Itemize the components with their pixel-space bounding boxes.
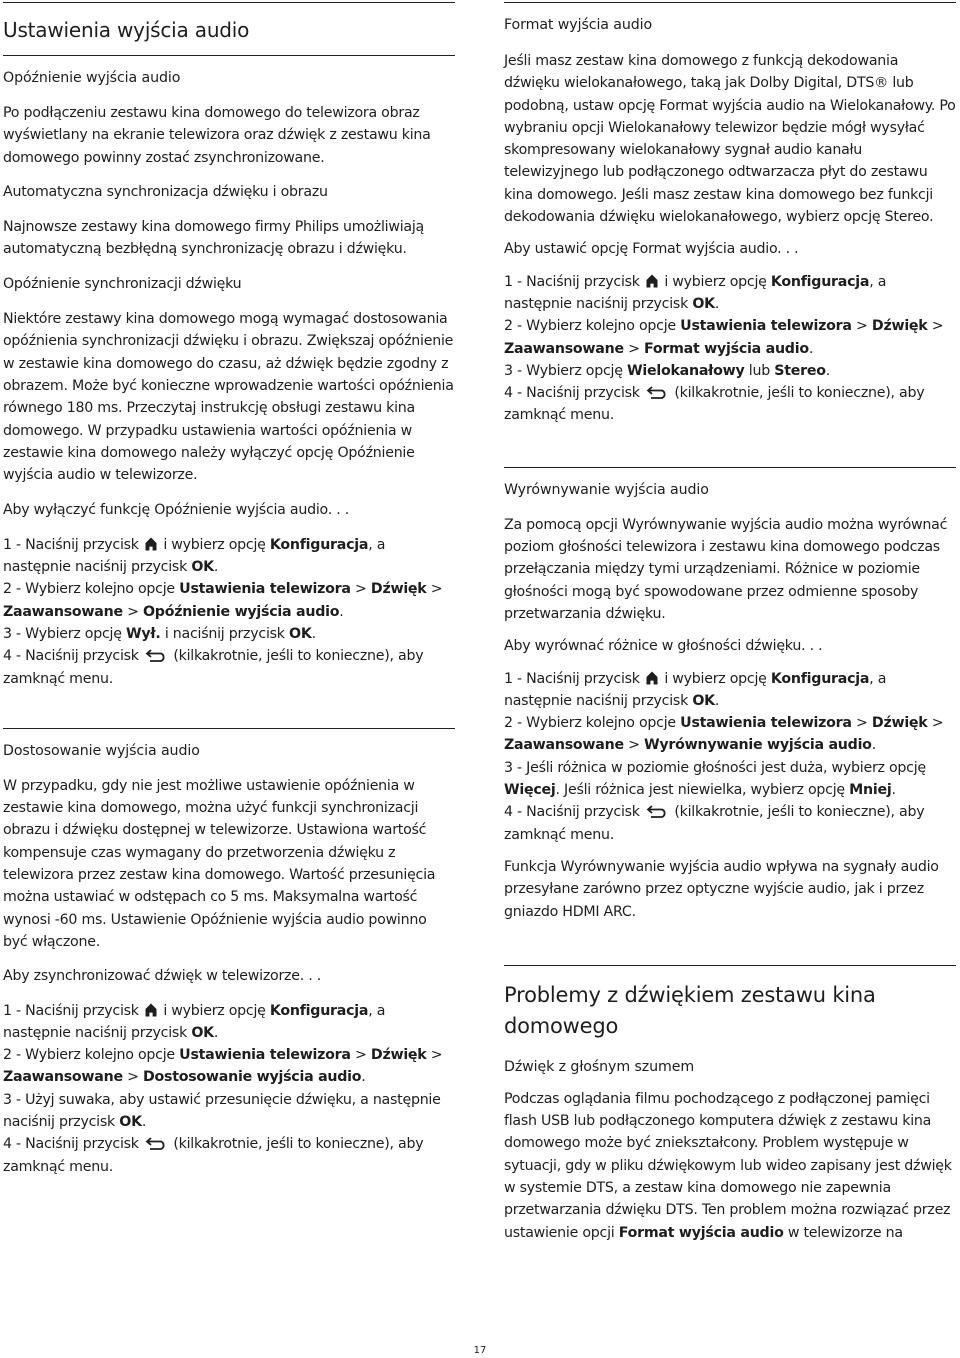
back-icon bbox=[646, 804, 668, 818]
step-3: 3 - Jeśli różnica w poziomie głośności jest duża, wybierz opcję Więcej. Jeśli różnica jest niewielka, wybierz opcję Mniej. bbox=[504, 759, 926, 799]
step-2: 2 - Wybierz kolejno opcje Ustawienia telewizora > Dźwięk > Zaawansowane > Dostosowanie wyjścia audio. bbox=[3, 1047, 443, 1086]
step-4: 4 - Naciśnij przycisk (kilkakrotnie, jeśli to konieczne), aby zamknąć menu. bbox=[3, 1136, 424, 1175]
step-4: 4 - Naciśnij przycisk (kilkakrotnie, jeśli to konieczne), aby zamknąć menu. bbox=[504, 385, 925, 424]
section-rule bbox=[3, 55, 455, 56]
home-icon bbox=[646, 274, 658, 288]
paragraph: Jeśli masz zestaw kina domowego z funkcją dekodowania dźwięku wielokanałowego, taką jak Dolby Digital, DTS® lub podobną, ustaw opcję Format wyjścia audio na Wielokanałowy. Po wybraniu opcji Wielokanałowy telewizor będzie mógł wysyłać skompresowany wielokanałowy sygnał audio kanału telewizyjnego lub podłączonego odtwarzacza płyt do zestawu kina domowego. Jeśli masz zestaw kina domowego bez funkcji dekodowania dźwięku wielokanałowego, wybierz opcję Stereo. bbox=[504, 53, 956, 226]
paragraph: Funkcja Wyrównywanie wyjścia audio wpływa na sygnały audio przesyłane zarówno przez optyczne wyjście audio, jak i przez gniazdo HDMI ARC. bbox=[504, 858, 939, 920]
home-icon bbox=[145, 1003, 157, 1017]
paragraph: Niektóre zestawy kina domowego mogą wymagać dostosowania opóźnienia synchronizacji dźwięku i obrazu. Zwiększaj opóźnienie w zestawie kina domowego do czasu, aż dźwięk będzie zgodny z obrazem. Może być konieczne wprowadzenie wartości opóźnienia równego 180 ms. Przeczytaj instrukcję obsługi zestawu kina domowego. W przypadku ustawienia wartości opóźnienia w zestawie kina domowego należy wyłączyć opcję Opóźnienie wyjścia audio w telewizorze. bbox=[3, 311, 454, 484]
paragraph: Za pomocą opcji Wyrównywanie wyjścia audio można wyrównać poziom głośności telewizora i zestawu kina domowego podczas przełączania między tymi urządzeniami. Różnice w poziomie głośności mogą być spowodowane przez odmienne sposoby przetwarzania dźwięku. bbox=[504, 516, 948, 622]
section-title-problems: Problemy z dźwiękiem zestawu kina domowego bbox=[504, 982, 876, 1038]
step-1: 1 - Naciśnij przycisk i wybierz opcję Konfiguracja, a następnie naciśnij przycisk OK. bbox=[504, 670, 887, 709]
step-1: 1 - Naciśnij przycisk i wybierz opcję Konfiguracja, a następnie naciśnij przycisk OK. bbox=[504, 273, 887, 312]
step-3: 3 - Wybierz opcję Wielokanałowy lub Stereo. bbox=[504, 362, 831, 379]
inline-heading-auto-sync: Automatyczna synchronizacja dźwięku i obrazu bbox=[3, 183, 328, 200]
steps-list bbox=[504, 271, 956, 427]
section-title: Ustawienia wyjścia audio bbox=[3, 18, 250, 42]
inline-heading-sync-delay: Opóźnienie synchronizacji dźwięku bbox=[3, 275, 242, 292]
paragraph-intro-steps: Aby zsynchronizować dźwięk w telewizorze. . . bbox=[3, 968, 322, 985]
paragraph: W przypadku, gdy nie jest możliwe ustawienie opóźnienia w zestawie kina domowego, można użyć funkcji synchronizacji obrazu i dźwięku dostępnej w telewizorze. Ustawiona wartość kompensuje czas wymagany do przetworzenia dźwięku z telewizora przez zestaw kina domowego. Wartość przesunięcia można ustawiać w odstępach co 5 ms. Maksymalna wartość wynosi -60 ms. Ustawienie Opóźnienie wyjścia audio powinno być włączone. bbox=[3, 777, 436, 950]
paragraph: Podczas oglądania filmu pochodzącego z podłączonej pamięci flash USB lub podłączonego komputera dźwięk z zestawu kina domowego może być zniekształcony. Problem występuje w sytuacji, gdy w pliku dźwiękowym lub wideo zapisany jest dźwięk w systemie DTS, a zestaw kina domowego nie zapewnia przetwarzania dźwięku DTS. Ten problem można rozwiązać przez ustawienie opcji Format wyjścia audio w telewizorze na bbox=[504, 1090, 952, 1241]
step-2: 2 - Wybierz kolejno opcje Ustawienia telewizora > Dźwięk > Zaawansowane > Format wyjścia audio. bbox=[504, 318, 944, 357]
top-rule-left bbox=[3, 2, 455, 3]
step-1: 1 - Naciśnij przycisk i wybierz opcję Konfiguracja, a następnie naciśnij przycisk OK. bbox=[3, 1002, 386, 1041]
section-rule bbox=[504, 965, 956, 966]
step-1: 1 - Naciśnij przycisk i wybierz opcję Konfiguracja, a następnie naciśnij przycisk OK. bbox=[3, 536, 386, 576]
subsection-heading-format: Format wyjścia audio bbox=[504, 17, 653, 33]
subsection-heading-opoznienie: Opóźnienie wyjścia audio bbox=[3, 70, 181, 86]
paragraph: Najnowsze zestawy kina domowego firmy Philips umożliwiają automatyczną bezbłędną synchronizację obrazu i dźwięku. bbox=[3, 219, 424, 258]
steps-list bbox=[504, 668, 956, 846]
top-rule-right bbox=[504, 2, 956, 3]
paragraph-intro-steps: Aby wyrównać różnice w głośności dźwięku. . . bbox=[504, 638, 823, 655]
subsection-heading-dostosowanie: Dostosowanie wyjścia audio bbox=[3, 742, 200, 759]
subsection-heading-noise: Dźwięk z głośnym szumem bbox=[504, 1058, 695, 1075]
step-4: 4 - Naciśnij przycisk (kilkakrotnie, jeśli to konieczne), aby zamknąć menu. bbox=[504, 804, 925, 843]
steps-list bbox=[3, 534, 455, 690]
paragraph-intro-steps: Aby ustawić opcję Format wyjścia audio. . . bbox=[504, 241, 799, 258]
home-icon bbox=[646, 671, 658, 685]
left-column bbox=[3, 0, 455, 1178]
step-3: 3 - Wybierz opcję Wył. i naciśnij przycisk OK. bbox=[3, 625, 316, 642]
paragraph: Po podłączeniu zestawu kina domowego do telewizora obraz wyświetlany na ekranie telewizora oraz dźwięk z zestawu kina domowego powinny zostać zsynchronizowane. bbox=[3, 105, 431, 166]
section-rule bbox=[504, 467, 956, 468]
step-2: 2 - Wybierz kolejno opcje Ustawienia telewizora > Dźwięk > Zaawansowane > Opóźnienie wyjścia audio. bbox=[3, 581, 443, 620]
step-3: 3 - Użyj suwaka, aby ustawić przesunięcie dźwięku, a następnie naciśnij przycisk OK. bbox=[3, 1091, 441, 1130]
back-icon bbox=[145, 1136, 167, 1150]
home-icon bbox=[145, 537, 157, 551]
right-column bbox=[504, 0, 956, 1244]
subsection-heading-wyrownywanie: Wyrównywanie wyjścia audio bbox=[504, 481, 709, 498]
section-rule bbox=[3, 728, 455, 729]
steps-list bbox=[3, 1000, 455, 1178]
page-number: 17 bbox=[473, 1345, 487, 1356]
step-4: 4 - Naciśnij przycisk (kilkakrotnie, jeśli to konieczne), aby zamknąć menu. bbox=[3, 648, 424, 687]
back-icon bbox=[646, 385, 668, 399]
back-icon bbox=[145, 648, 167, 662]
paragraph-intro-steps: Aby wyłączyć funkcję Opóźnienie wyjścia audio. . . bbox=[3, 502, 349, 519]
step-2: 2 - Wybierz kolejno opcje Ustawienia telewizora > Dźwięk > Zaawansowane > Wyrównywanie wyjścia audio. bbox=[504, 715, 944, 754]
